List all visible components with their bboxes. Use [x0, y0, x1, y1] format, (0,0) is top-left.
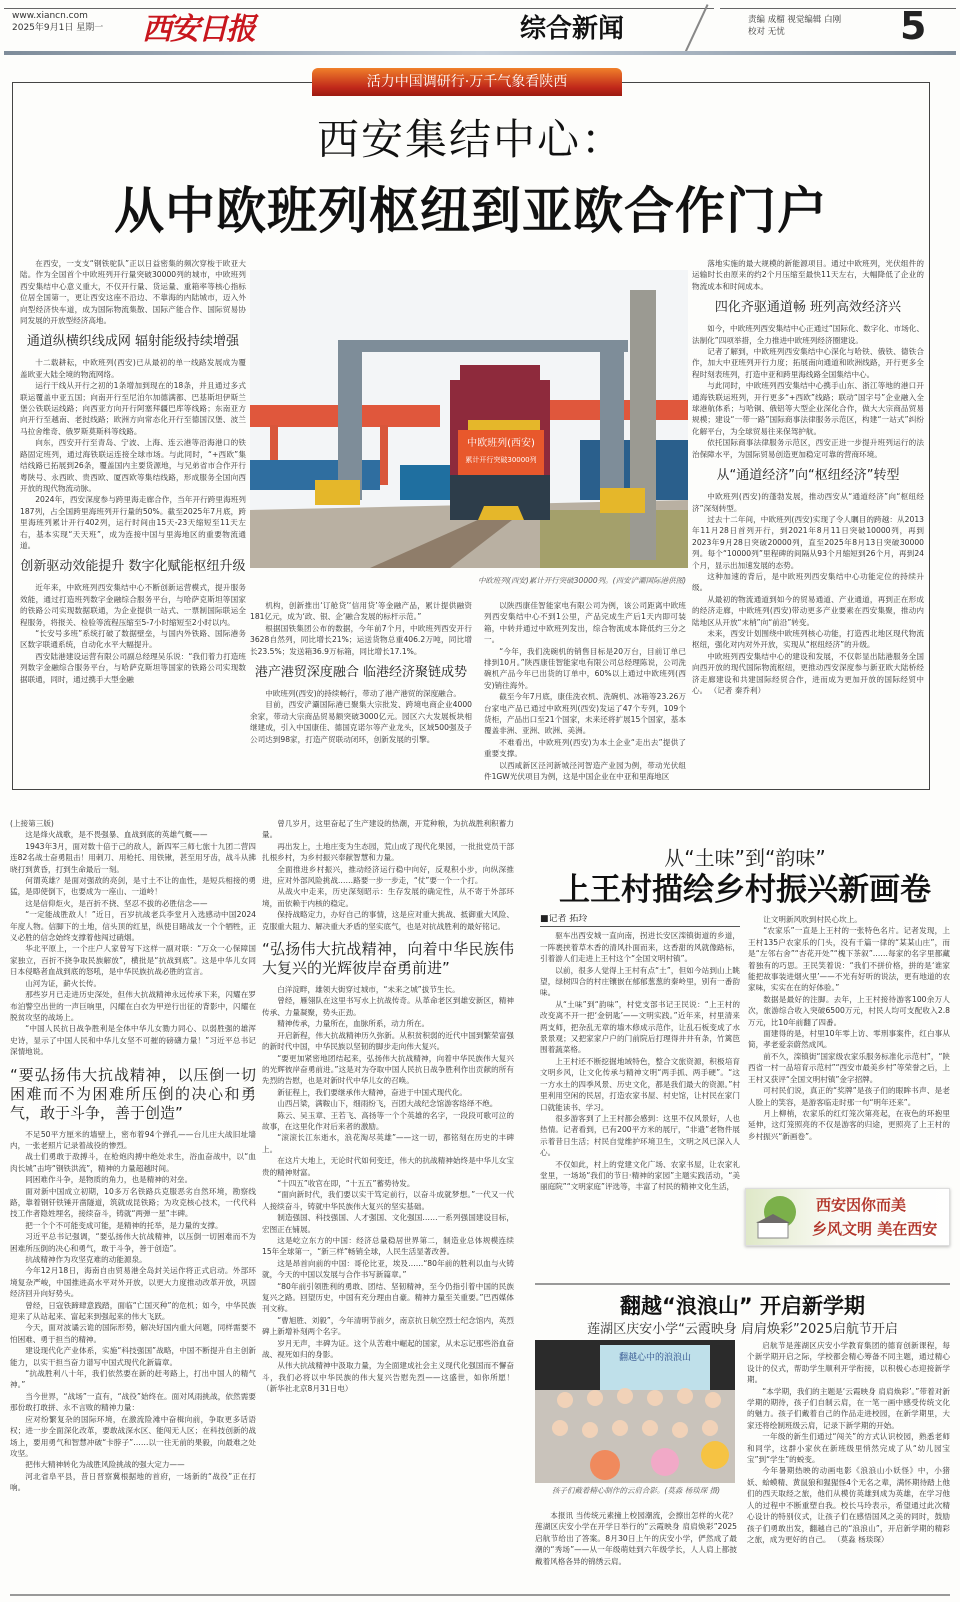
village-illustration-icon: [748, 1190, 812, 1246]
paragraph: 依托国际商事法律服务示范区，西安正进一步提升班列运行的法治保障水平，为国际贸易创造更加稳定可靠的营商环境。: [692, 438, 924, 459]
paragraph: “中国人民抗日战争胜利是全体中华儿女勠力同心、以弱胜强的雄浑史诗，显示了中国人民和中华儿女坚不可摧的磅礴力量！”习近平总书记深情地说。: [10, 1024, 256, 1057]
paragraph: 保持战略定力，办好自己的事情，这是应对重大挑战、抵御重大风险、克服重大阻力、解决重大矛盾的坚实底气，也是对抗战胜利的最好铭记。: [262, 910, 514, 931]
paragraph: 曾几岁月，这里奋起了生产建设的热潮，开荒种粮，为抗战胜利积蓄力量。: [262, 819, 514, 840]
page-bottom-rule: [10, 1594, 950, 1596]
paragraph: 全面推进乡村振兴，推动经济运行稳中向好，反观积小步，向纵深推进，应对外部风险挑战……路要一步一步走，“仗”要一个一个打。: [262, 864, 514, 886]
essay-body-1: [10, 829, 256, 1493]
section-title: 综合新闻: [520, 14, 625, 44]
paragraph: 制造强国、科技强国、人才强国、文化强国……一系列强国建设目标，宏图正在铺展。: [262, 1213, 514, 1234]
proofreader-line: 校对 无忧: [748, 27, 785, 37]
civility-promo-banner: [745, 1188, 950, 1246]
paragraph: 西安陆港建设运营有限公司副总经理吴乐说：“我们着力打造班列数字金融综合服务平台，与哈萨克斯坦等国家的铁路公司实现数据联通，同时，通过携手大型金融: [20, 651, 246, 684]
paragraph: 把一个个不可能变成可能，是精神的托举，是力量的支撑。: [25, 1220, 223, 1230]
editors-credit: [748, 14, 841, 38]
paragraph: “十四五”收官在即，“十五五”蓄势待发。: [277, 1178, 415, 1188]
students-illustration: [535, 1340, 735, 1483]
paragraph: 岁月无声，丰碑为证。这个从苦难中崛起的国家，从未忘记那些浴血奋战、视死如归的身影。: [262, 1338, 514, 1360]
paragraph: 战士们勇敢于敌搏斗，在枪炮肉搏中绝处求生，浴血奋战中，以“血肉长城”击垮“钢铁洪流”，精神的力量超越时间。: [10, 1152, 256, 1173]
paragraph: 记者了解到，中欧班列西安集结中心深化与哈铁、俄铁、德铁合作，加大中亚班列开行力度；拓展南向通道和欧洲线路，开行更多全程时刻表班列，打造中亚和跨里海线路全国集结中心。: [692, 347, 924, 379]
students-photo-caption: 孩子们戴着精心制作的云肩合影。(莫淼 杨琰琛 摄): [551, 1486, 721, 1495]
promo-line-1: 西安因你而美: [816, 1196, 907, 1214]
paragraph: 从最初的物流通道到如今的贸易通道、产业通道，再到正在形成的经济走廊，中欧班列(西安)带动更多产业要素在西安集聚，推动内陆地区从开放“末梢”向“前沿”转变。: [692, 594, 924, 627]
page-number: 5: [900, 4, 927, 48]
photo-caption: 中欧班列(西安)累计开行突破30000列。(西安浐灞国际港供图): [477, 576, 686, 585]
paragraph: “80年前引领胜利的勇敢、团结、坚韧精神，至今仍指引着中国的民族复兴之路。回望历史，中国有充分理由自豪。精神力量至关重要。”巴西媒体刊文称。: [262, 1281, 514, 1314]
school-column-1: [535, 1510, 737, 1590]
subheading: 创新驱动效能提升 数字化赋能枢纽升级: [20, 559, 246, 575]
paragraph: 今天，面对波谲云诡的国际形势，解决好国内重大问题，同样需要不怕困难、勇于担当的精神。: [10, 1323, 256, 1344]
paragraph: 本报讯 当传统元素撞上校园潮流，会擦出怎样的火花？莲湖区庆安小学在开学日举行的“云霞映身 肩肩焕彩”2025启航节给出了答案。8月30日上午的庆安小学，俨然成了最潮的“秀场”——从一年级萌娃到六年级学长，人人肩上都披戴着风格各异的锦绣云肩。: [535, 1511, 737, 1566]
paragraph: 不仅如此，村上的党建文化广场、农家书屋，让农家礼堂里，一场场“我们的节日·精神的家园”主题实践活动，“美丽庭院”“文明家庭”评选等，丰富了村民的精神文化生活，: [540, 1159, 740, 1192]
paragraph: 今年12月18日，海南自由贸易港全岛封关运作将正式启动。外部环境复杂严峻，中国推进高水平对外开放，以更大力度推动改革开放，巩固经济回升向好势头。: [10, 1266, 256, 1299]
lead-column-2: [250, 600, 472, 786]
paragraph: 中欧班列西安集结中心的建设和发展，不仅彰显出陆港服务全国向西开放的现代国际物流枢纽，更推动西安深度参与新亚欧大陆桥经济走廊建设和共建国际经贸合作，进而成为更加开放的国际经贸中心。 （记者 秦乔利）: [692, 651, 924, 695]
paragraph: 以陕西康佳智能家电有限公司为例，该公司距离中欧班列西安集结中心不到1公里，产品完成生产后1天内即可装箱，中转并通过中欧班列发出，综合物流成本降低约三分之一。: [484, 601, 686, 645]
paragraph: 机构，创新推出‘订舱贷’‘信用贷’等金融产品，累计提供融资181亿元，成为‘政、银、企’融合发展的标杆示范。”: [250, 601, 472, 622]
paragraph: 白洋淀畔，雄领大街穿过城市，“未来之城”拔节生长。: [277, 985, 460, 995]
paragraph: 这是屹立东方的中国：经济总量稳居世界第二，制造业总体规模连续15年全球第一，“新三样”畅销全球，人民生活显著改善。: [262, 1236, 514, 1257]
paragraph: 目前，西安浐灞国际港已聚集大宗批发、跨境电商企业4000余家，带动大宗商品贸易额突破3000亿元。园区六大发展板块相继建成，引入中国康佳、德国克诺尔等产业龙头，区域500强及子公司达到98家，打造产贸联动闭环，创新发展的引擎。: [250, 700, 472, 744]
issue-date: 2025年9月1日 星期一: [12, 23, 104, 33]
paragraph: 开启新程，伟大抗战精神历久弥新。从积贫积弱的近代中国到繁荣富强的新时代中国，中华民族以坚韧的脚步走向伟大复兴。: [262, 1030, 514, 1052]
paragraph: 未来，西安计划围绕中欧班列核心功能，打造西北地区现代物流枢纽，强化对内对外开放，实现从“枢纽经济”的升级。: [692, 628, 924, 650]
paragraph: 截至今年7月底，康佳洗衣机、洗碗机、冰箱等23.26万台家电产品已通过中欧班列(西安)发运了47个专列，109个货柜，产品出口至21个国家，未来还将扩展15个国家，基本覆盖非洲、亚洲、欧洲、美洲。: [484, 692, 686, 736]
paragraph: 与此同时，中欧班列西安集结中心携手山东、浙江等地的港口开通海铁联运班列，开行更多“+西欧”线路；联动“国字号”企业融入全球港航体系；与哈铜、俄铝等大型企业深化合作，做大大宗商品贸易规模；建设“一带一路”国际商事法律服务示范区，构建“一站式”纠纷化解平台，为全球贸易往来保驾护航。: [692, 381, 924, 436]
train-illustration: [250, 270, 688, 568]
paragraph: 抗战精神作为攻坚克难的动能源泉。: [25, 1255, 147, 1264]
paragraph: 以前，很多人觉得上王村有点“土”，但如今站到山上眺望，绿树四合的村庄镶嵌在郁郁葱葱的秦岭里，别有一番韵味。: [540, 965, 740, 998]
subheading: “弘扬伟大抗战精神，向着中华民族伟大复兴的光辉彼岸奋勇前进”: [262, 940, 514, 978]
paragraph: 何谓英雄？是面对强敌的亮剑，是寸土不让的血性，是短兵相接的勇猛，是即使倒下，也要成为一座山、一道岭！: [10, 876, 256, 897]
paragraph: “本学期，我们的主题是‘云霞映身 肩肩焕彩’。”带着对新学期的期待，孩子们自制云肩，在一笔一画中感受传统文化的魅力。孩子们戴着自己的作品走进校园，在新学期里，大家还将绘制班级云肩，记录下新学期的开始。: [747, 1386, 950, 1430]
header-bar: [4, 51, 956, 55]
paragraph: 不难看出，中欧班列(西安)为本土企业“走出去”提供了重要支撑。: [484, 737, 686, 759]
paragraph: 这种加速的背后，是中欧班列西安集结中心功能定位的持续升级。: [692, 571, 924, 593]
paragraph: 2024年，西安深度参与跨里海走廊合作，当年开行跨里海班列187列，占全国跨里海班列开行量的50%。截至2025年7月底，跨里海班列累计开行402列，运行时间由15天-23天缩短至11天左右，基本实现“天天班”，成为连接中国与里海地区的重要物流通道。: [20, 495, 246, 550]
paragraph: 过去十二年间，中欧班列(西安)实现了令人瞩目的跨越：从2013年11月28日首列开行，到2021年8月11日突破10000列，再到2023年9月28日突破20000列，直至2025年8月13日突破30000列。每个“10000列”里程碑的间隔从93个月缩短到26个月，再到24个月，显示出加速发展的态势。: [692, 514, 924, 570]
paragraph: 运行干线从开行之初的1条增加到现在的18条，并且通过多式联运覆盖中亚五国；向南开行至尼泊尔加德满都、巴基斯坦伊斯兰堡公铁联运线路；向西亚方向开行阿塞拜疆巴库等线路；东南亚方向开行至越南、老挝线路；欧洲方向常态化开行至德国汉堡、波兰马拉舍维奇、俄罗斯莫斯科等线路。: [20, 381, 246, 436]
lead-column-4: [692, 258, 924, 786]
editors-line: 责编 成榴 视觉编辑 白刚: [748, 15, 842, 25]
paragraph: 上王村还不断挖掘地域特色，整合文旅资源，积极培育文明乡风，让文化传承与精神文明“两手抓、两手硬”。“这一方水土的四季风景、历史文化，都是我们最大的资源。”村里利用空闲的民居，打造农家书屋、村史馆，让村民在家门口就能读书、学习。: [540, 1056, 740, 1112]
paragraph: 今年暑期热映的动画电影《浪浪山小妖怪》中，小猪妖、蛤蟆精、黄鼠狼和猩猩怪4个无名之辈，满怀期待踏上他们的西天取经之旅，他们从模仿英雄到成为英雄，在学习他人的过程中不断重塑自我。校长马玲表示，希望通过此次精心设计的特别仪式，让孩子们在感悟国风之美的同时，鼓励孩子们勇敢出发，翻越自己的“浪浪山”，开启新学期的精彩之旅，成为更好的自己。 （莫淼 杨琰琛）: [747, 1466, 950, 1544]
train-sign-subtitle: 累计开行突破30000列: [465, 456, 537, 464]
paragraph: 应对纷繁复杂的国际环境，在激流险滩中奋楫向前，争取更多话语权；进一步全面深化改革，要敢战深水区、能闯无人区；在科技创新的战场上，要用勇气和智慧冲破“卡脖子”……以一往无前的果毅，向最难之处攻坚。: [10, 1414, 256, 1458]
paragraph: 让文明新风吹到村民心坎上。: [763, 915, 862, 924]
paragraph: 华北平原上，一个庄户人家曾写下这样一副对联：“万众一心保障国家独立，百折不挠争取民族解放”，横批是“抗战到底”。这是中华儿女同日本侵略者血战到底的怒吼，是中华民族抗战必胜的宣言。: [10, 944, 256, 977]
essay-column-1: [10, 818, 256, 1590]
paragraph: 很多游客到了上王村都会感到：这里不仅风景好，人也热情。记者看到，已有200平方米的展厅，“非遗”老物件展示着昔日生活；村民自觉维护环境卫生，文明之风已深入人心。: [540, 1113, 740, 1158]
paragraph: 以西咸新区泾河新城泾河智造产业园为例，带动光伏组件1GW光伏项目为例，这是中国企业在中亚和里海地区: [484, 760, 686, 782]
paragraph: 把伟大精神转化为战胜风险挑战的强大定力——: [25, 1460, 185, 1470]
village-column-1: [540, 914, 740, 1272]
subheading: 从“通道经济”向“枢纽经济”转型: [716, 468, 900, 484]
masthead-info: [12, 10, 103, 34]
paragraph: 数据是最好的注脚。去年，上王村接待游客100余万人次，旅游综合收入突破6500万元，村民人均可支配收入2.8万元，比10年前翻了四番。: [748, 994, 950, 1027]
paragraph: 面对新中国成立初期，10多万名铁路兵克服恶劣自然环境，勘察线路，靠着钢钎铁锤开凿隧道，筑就成昆铁路；为攻克核心技术，一代代科技工作者隐姓埋名，接续奋斗，铸就“两弹一星”丰碑。: [10, 1186, 256, 1219]
subheading: 四化齐驱通道畅 班列高效经济兴: [714, 300, 902, 316]
paragraph: “面向新时代，我们要以实干笃定前行，以奋斗成就梦想。”一代又一代人接续奋斗，铸就中华民族伟大复兴的坚实基础。: [262, 1190, 514, 1211]
newspaper-logo: 西安日报: [142, 12, 254, 47]
paragraph: 新征程上，我们要继承伟大精神，奋进于中国式现代化。: [277, 1087, 468, 1097]
village-headline: 上王村描绘乡村振兴新画卷: [559, 872, 931, 908]
paragraph: 山西吕梁，满鞍山下，细雨纷飞，百团大战纪念馆游客络绎不绝。: [277, 1099, 498, 1109]
paragraph: “曹旭胜、刘毅”，今年清明节前夕，南京抗日航空烈士纪念馆内，英烈碑上新增补刻两个名字。: [262, 1315, 514, 1337]
lead-column-3: [484, 600, 686, 786]
train-sign-title: 中欧班列(西安): [467, 438, 535, 449]
paragraph: 从战火中走来，历史深刻昭示：生存发展的确定性，从不寄于外部环境，而依赖于内核的稳定。: [262, 887, 514, 908]
paragraph: 中欧班列(西安)的蓬勃发展，推动西安从“通道经济”向“枢纽经济”深刻转型。: [692, 492, 924, 513]
paragraph: “抗战胜利八十年，我们依然要在新的赶考路上，打出中国人的精气神。”: [10, 1369, 256, 1390]
subheading: 通道纵横织线成网 辐射能级持续增强: [26, 334, 240, 350]
subheading: “要弘扬伟大抗战精神，以压倒一切困难而不为困难所压倒的决心和勇气，敢于斗争，善于创造”: [10, 1065, 256, 1122]
paragraph: 中欧班列(西安)的持续畅行，带动了港产港贸的深度融合。: [265, 689, 461, 699]
paragraph: 月上柳梢，农家乐的红灯笼次第亮起，在夜色的环抱里延伸，这灯笼照亮的不仅是游客的归途，更照亮了上王村的乡村振兴“新画卷”。: [748, 1108, 950, 1141]
paragraph: 曾经，日寇铁蹄肆意践踏，面临“亡国灭种”的危机；如今，中华民族迎来了从站起来、富起来到强起来的伟大飞跃。: [10, 1300, 256, 1322]
school-headline: 翻越“浪浪山” 开启新学期: [620, 1294, 865, 1318]
paragraph: 从伟大抗战精神中汲取力量，为全面建成社会主义现代化强国而不懈奋斗，我们必将以中华民族的伟大复兴告慰先烈——这盛世，如你所愿！ （新华社北京8月31日电）: [262, 1361, 514, 1394]
paragraph: “长安号多班”系统打破了数据壁垒，与国内外铁路、国际港务区数字联通系统，自动化水平大幅提升。: [20, 628, 246, 650]
paragraph: “滚滚长江东逝水，浪花淘尽英雄”——这一切，都铭刻在历史的丰碑上。: [262, 1133, 514, 1154]
byline: ■记者 拓玲: [540, 914, 740, 927]
school-subheadline: 莲湖区庆安小学“云霞映身 肩肩焕彩”2025启航节开启: [587, 1322, 898, 1337]
students-photo: [535, 1340, 735, 1483]
paragraph: “今年，我们洗碗机的销售目标是20万台，目前订单已排到10月。”陕西康佳智能家电有限公司总经理陈说，公司洗碗机产品今年已出货的订单中，60%以上通过中欧班列(西安)销往海外。: [484, 646, 686, 690]
paragraph: 河北省阜平县，昔日晋察冀根据地的首府，一场新的“战役”正在打响。: [10, 1471, 256, 1493]
column-banner: 活力中国调研行·万千气象看陕西: [312, 68, 622, 96]
paragraph: 在这片大地上，无论时代如何变迁，伟大的抗战精神始终是中华儿女宝贵的精神财富。: [262, 1156, 514, 1177]
paragraph: 驱车出西安城一直向南，拐进长安区滦镇街道的乡道，一阵裹挟着草木香的清风扑面而来，这香甜的风就像路标，引着游人们走进上王村这个“全国文明村镇”。: [540, 931, 740, 964]
subheading: 港产港贸深度融合 临港经济聚链成势: [254, 665, 468, 681]
essay-column-2: [262, 818, 514, 1590]
paragraph: 面建得的是，村里10年零上访、零刑事案件，红白事从简，孝老爱亲蔚然成风。: [748, 1029, 950, 1050]
village-body-1: [540, 930, 740, 1192]
paragraph: 当今世界，“战场”一直有，“战役”始终在。面对风雨挑战，依然需要那份敢打敢拼、永不言败的精神力量：: [10, 1391, 256, 1413]
paragraph: 再出发上，土地庄变为生态园，荒山成了现代化果园，一批批党员干部扎根乡村，为乡村振兴奉献智慧和力量。: [262, 841, 514, 863]
paragraph: 近年来，中欧班列西安集结中心不断创新运营模式，提升服务效能，通过打造班列数字金融综合服务平台，与哈萨克斯坦等国家的铁路公司实现数据联通，为企业提供一站式、一票制国际联运全程服务，将报关、检验等流程压缩至5-7小时缩短至2小时以内。: [20, 583, 246, 627]
paragraph: 启航节是莲湖区庆安小学教育集团的德育创新课程，每个新学期开启之际，学校都会精心筹备不同主题，通过精心设计的仪式，帮助学生顺利开学衔接，以积极心态迎接新学期。: [747, 1341, 950, 1385]
paragraph: 不足50平方厘米的墙壁上，密布着94个弹孔——台儿庄大战旧址墙内，一张老照片记录着战役的惨烈。: [10, 1129, 256, 1150]
paragraph: 精神传承，力量所在，血脉所系，动力所在。: [277, 1019, 430, 1029]
promo-line-2: 乡风文明 美在西安: [812, 1220, 938, 1238]
paragraph: “要更加紧密地团结起来，弘扬伟大抗战精神，向着中华民族伟大复兴的光辉彼岸奋勇前进。”这是对为夺取中国人民抗日战争胜利作出贡献的所有先烈的告慰，也是对新时代中华儿女的召唤。: [262, 1053, 514, 1086]
header-divider: [683, 4, 708, 55]
paragraph: 一年级的新生们通过“闯关”的方式认识校园，熟悉老师和同学，这群小家伙在新班级里悄然完成了从“幼儿园宝宝”到“学生”的蜕变。: [747, 1432, 950, 1465]
paragraph: “农家乐”一直是上王村的一张特色名片。记者发现，上王村135户农家乐的门头，没有千篇一律的“某某山庄”，而是“左邻右舍”“杏花开处”“槐下茶叙”……每家的名字里都藏着独有的巧思。王民笑着说：“我们不拼价格，拼的是‘谁家能把故事装进烟火里’——不光有好听的说法，更有地道的农家味，实实在在的好体验。”: [748, 926, 950, 993]
paragraph: 根据国铁集团公布的数据，今年前7个月，中欧班列西安开行3628自然列，同比增长21%；运送货物总重406.2万吨，同比增长23.5%；发送箱36.9万标箱，同比增长17.1%。: [250, 623, 472, 656]
paragraph: 建设现代化产业体系，实施“科技强国”战略，中国不断提升自主创新能力，以实干担当奋力谱写中国式现代化新篇章。: [10, 1346, 256, 1367]
paragraph: 可村民们说，真正的“奖牌”是孩子们的眼眸书声、是老人脸上的笑容，是游客临走时那一句“明年还来”。: [748, 1086, 950, 1107]
paragraph: 前不久，滦镇街“国家级农家乐服务标准化示范村”，“陕西省一村一品培育示范村”“西安市最美乡村”等荣誉之后，上王村又获评“全国文明村镇”金字招牌。: [748, 1051, 950, 1084]
lead-column-1: [20, 258, 246, 786]
paragraph: 山河为证，薪火长传。: [25, 978, 102, 988]
school-column-2: [747, 1340, 950, 1590]
paragraph: 那些岁月已走进历史深处，但伟大抗战精神永远传承下来，闪耀在罗布泊警空出世的一声巨响里，闪耀在白衣为甲逆行出征的背影中，闪耀在脱贫攻坚的战场上。: [10, 990, 256, 1022]
paragraph: 1943年3月，面对数十倍于己的敌人，新四军三师七旅十九团二营四连82名战士奋勇阻击！用刺刀、用枪托、用铁锹，甚至用牙齿，战斗从拂晓打到黄昏，打到生命最后一刻。: [10, 841, 256, 874]
paragraph: 曾经，雁翎队在这里书写水上抗战传奇。从革命老区到雄安新区，精神传承、力量凝聚，势头正劲。: [262, 996, 514, 1017]
paragraph: 落地实施的最大规模的新能源项目。通过中欧班列，光伏组件的运输时长由原来的约2个月压缩至最快11天左右，大幅降低了企业的物流成本和时间成本。: [692, 259, 924, 291]
paragraph: 陈云、吴玉章、王若飞、高扬等一个个英雄的名字，一段段可歌可泣的故事，在这里化作对后来者的激励。: [262, 1110, 514, 1131]
site-url[interactable]: www.xiancn.com: [12, 11, 88, 21]
paragraph: 如今，中欧班列西安集结中心正通过“国际化、数字化、市场化、法制化”四项举措，全力推进中欧班列经济圈建设。: [692, 324, 924, 345]
paragraph: 同困难作斗争，是物质的角力，也是精神的对垒。: [25, 1175, 193, 1185]
continued-note: (上接第三版): [10, 819, 54, 828]
paragraph: 这是昂首向前的中国：哥伦比亚，埃及……“80年前的胜利以血与火铸就，今天的中国以发展与合作书写新篇章。”: [262, 1258, 514, 1280]
paragraph: 这是信仰炬火，是百折不挠、坚忍不拔的必胜信念——: [25, 898, 208, 908]
paragraph: 向东，西安开行至青岛、宁波、上海、连云港等沿海港口的铁路固定班列，通过海铁联运连接全球市场。与此同时，“+西欧”集结线路已拓展到26条，覆盖国内主要货源地，与兄弟省市合作开行粤陕号、永西欧、贵西欧、厦西欧等集结线路，形成服务全国向西开放的现代物流动脉。: [20, 438, 246, 493]
train-photo: [250, 270, 688, 568]
paragraph: 在西安，一支支“钢铁驼队”正以日益密集的频次穿梭于欧亚大陆。作为全国首个中欧班列开行量突破30000列的城市，中欧班列西安集结中心意义重大，不仅开行量、货运量、重箱率等核心指标位居全国第一，更让西安这座不沿边、不靠海的内陆城市，迈入外向型经济快车道，成为国际物流集散、国际产能合作、国际贸易协同发展的开放型经济高地。: [20, 259, 246, 326]
village-headline-kicker: 从“土味”到“韵味”: [664, 846, 826, 870]
paragraph: “一定能战胜敌人！”近日，百岁抗战老兵李堂月入选感动中国2024年度人物。信脚下的土地，信头顶的红星，纵使目睹战友一个个牺牲，正义必胜的信念始终支撑着他闯过硝烟。: [10, 910, 256, 943]
section-divider: [535, 1283, 950, 1285]
village-column-2: [748, 914, 950, 1182]
paragraph: 十二载耕耘，中欧班列(西安)已从最初的单一线路发展成为覆盖欧亚大陆全境的物流网络。: [20, 358, 246, 379]
paragraph: 从“土味”到“韵味”，村党支部书记王民说：“上王村的改变离不开一把‘金钥匙’——文明实践。”近年来，村里清来两支师，把杂乱无章的墙木修成示范作，让乱石板变成了水景景观；又把家家户户的门前院后打理得井井有条，竹篱笆围着蔬菜格。: [540, 999, 740, 1055]
lead-headline-line1: 西安集结中心：: [316, 115, 625, 164]
paragraph: 这是烽火战歌，是不畏强暴、血战到底的英雄气概——: [25, 830, 208, 840]
photo-board-text: 翻越心中的浪浪山: [618, 1353, 692, 1363]
lead-headline-line2: 从中欧班列枢纽到亚欧合作门户: [114, 182, 828, 240]
paragraph: 习近平总书记强调，“要弘扬伟大抗战精神，以压倒一切困难而不为困难所压倒的决心和勇气，敢于斗争，善于创造”。: [10, 1232, 256, 1253]
